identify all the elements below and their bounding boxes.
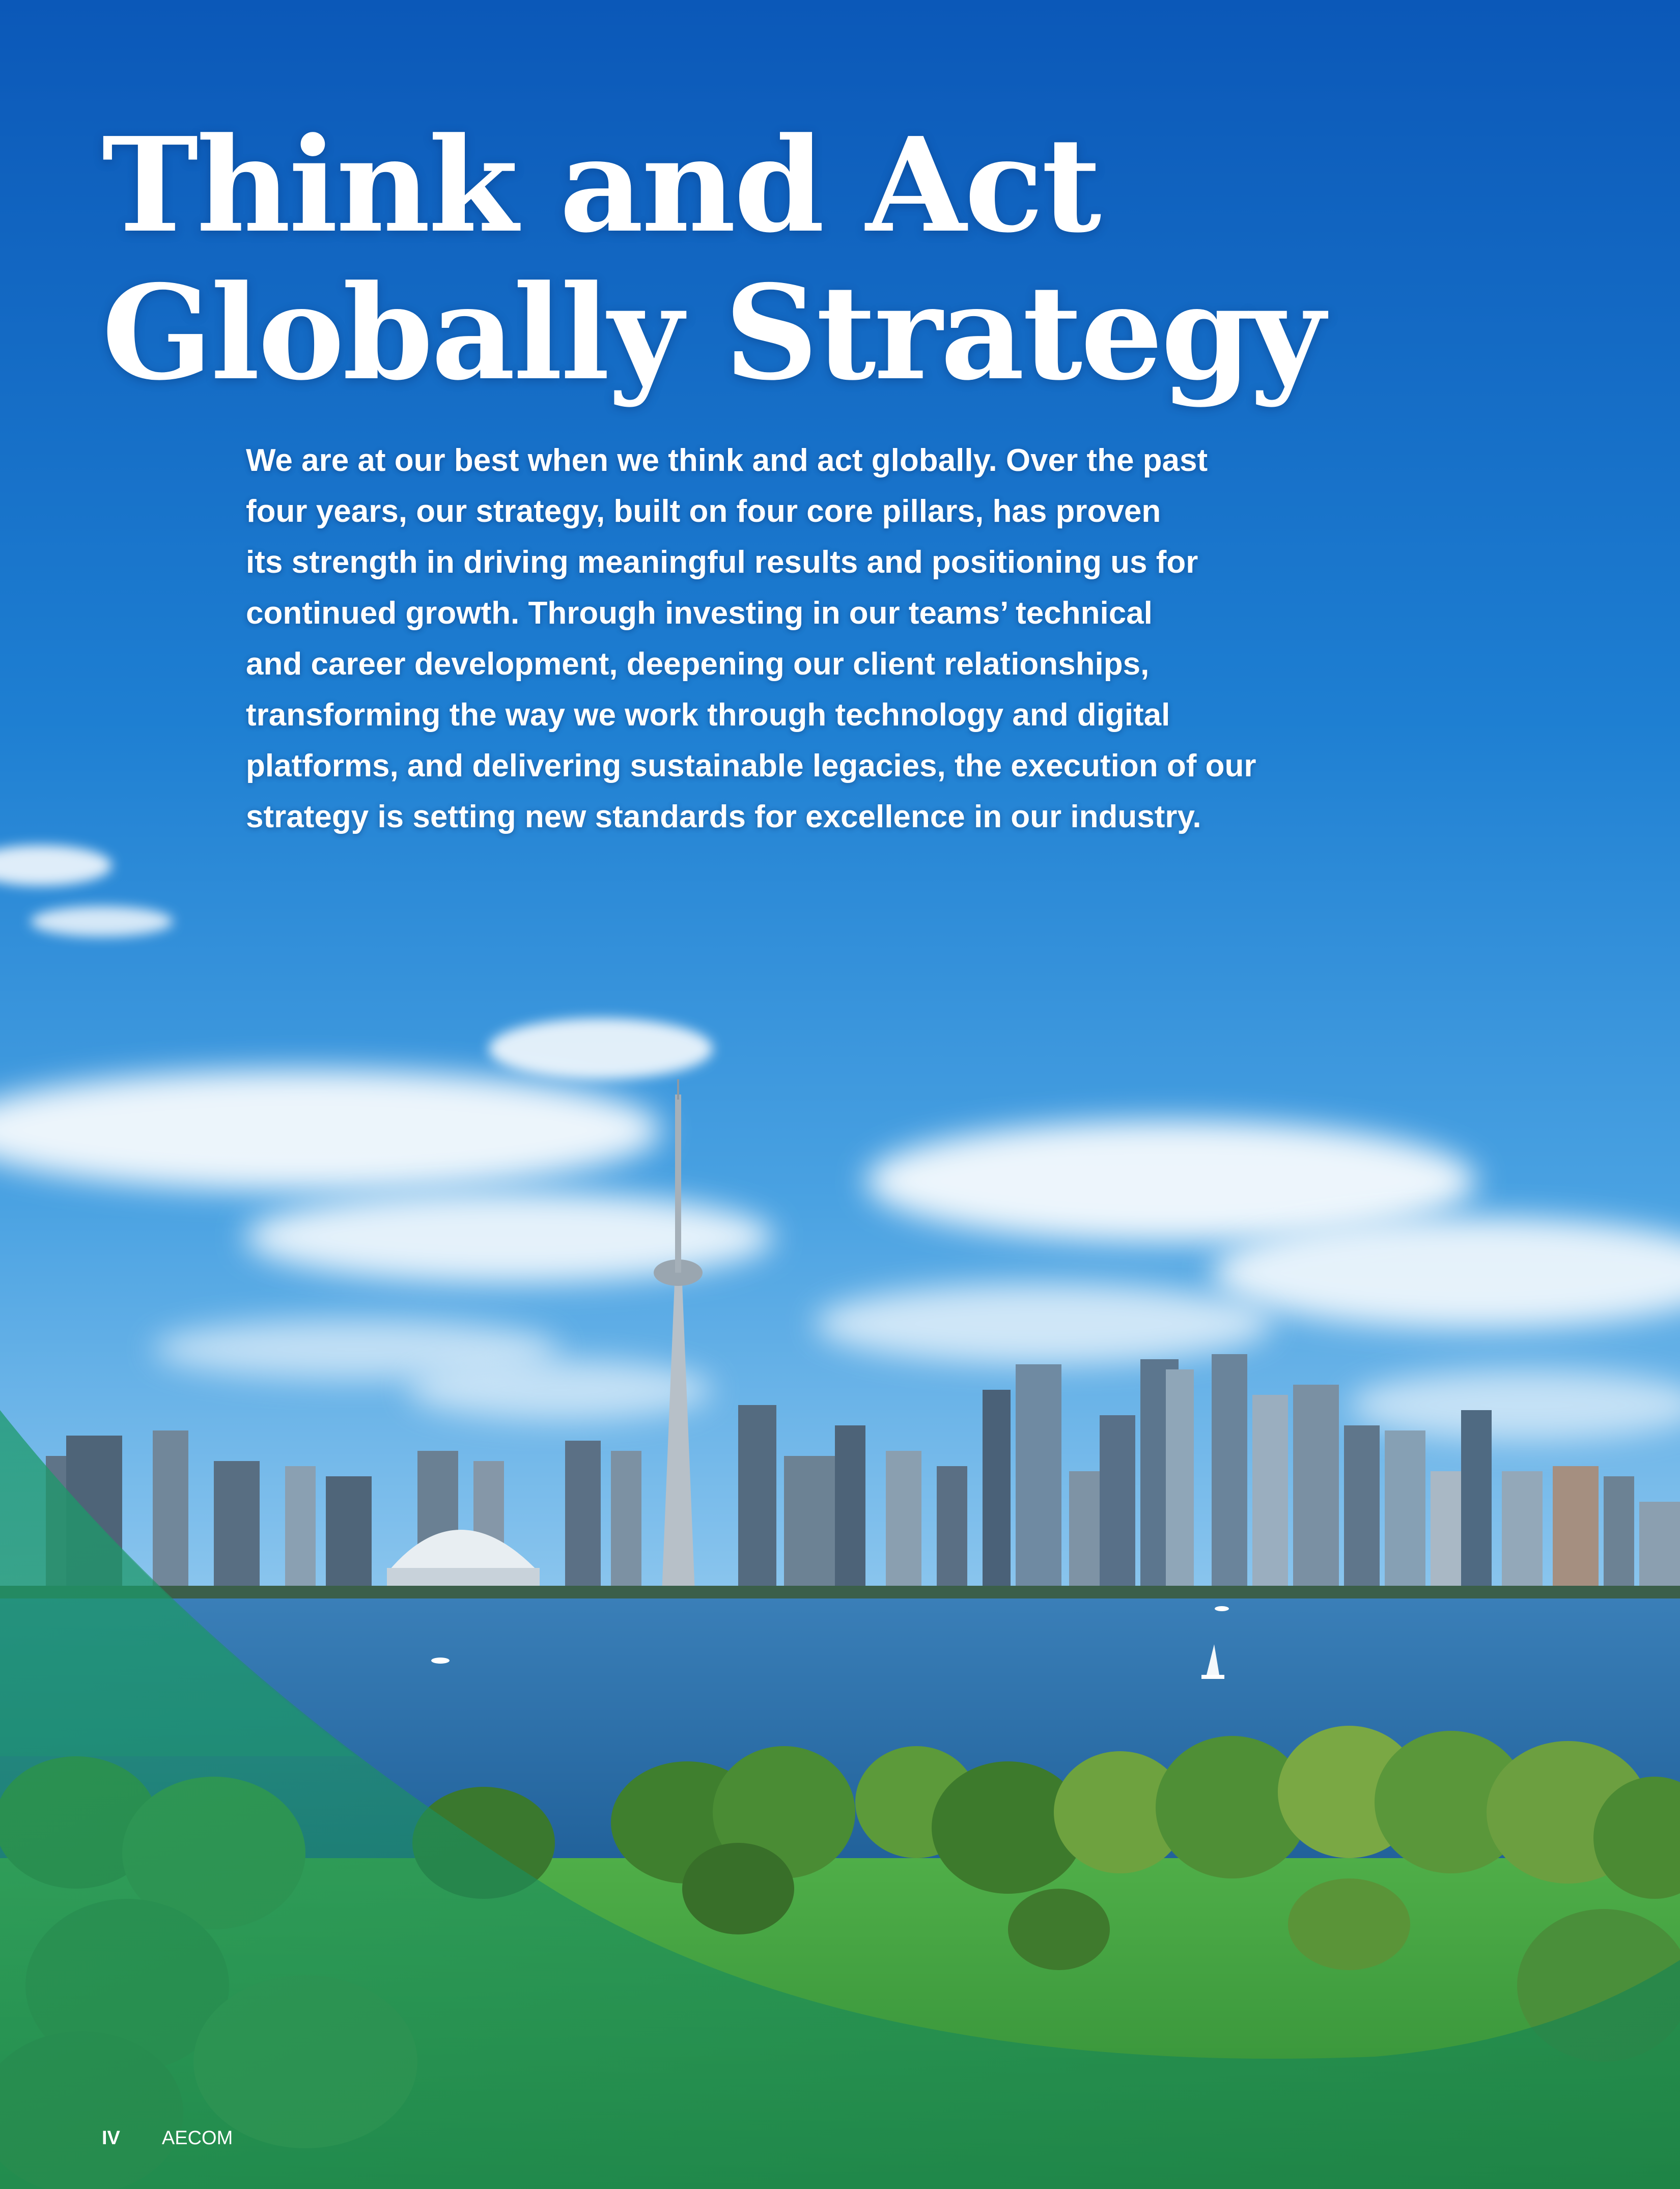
intro-line-7: platforms, and delivering sustainable legacies, the execution of our [246,748,1256,783]
intro-line-2: four years, our strategy, built on four core pillars, has proven [246,494,1161,529]
intro-line-4: continued growth. Through investing in our teams’ technical [246,596,1153,631]
intro-paragraph [246,435,1488,843]
title-line-1: Think and Act [102,109,1100,262]
intro-line-1: We are at our best when we think and act globally. Over the past [246,443,1208,478]
intro-line-5: and career development, deepening our client relationships, [246,647,1150,682]
intro-line-8: strategy is setting new standards for excellence in our industry. [246,799,1201,834]
brand-name: AECOM [161,2127,233,2149]
intro-line-3: its strength in driving meaningful results and positioning us for [246,545,1198,580]
title-line-2: Globally Strategy [102,257,1323,409]
page-title [102,109,1375,409]
intro-line-6: transforming the way we work through technology and digital [246,697,1170,733]
page-footer [102,2125,233,2151]
page-number: IV [102,2127,120,2149]
